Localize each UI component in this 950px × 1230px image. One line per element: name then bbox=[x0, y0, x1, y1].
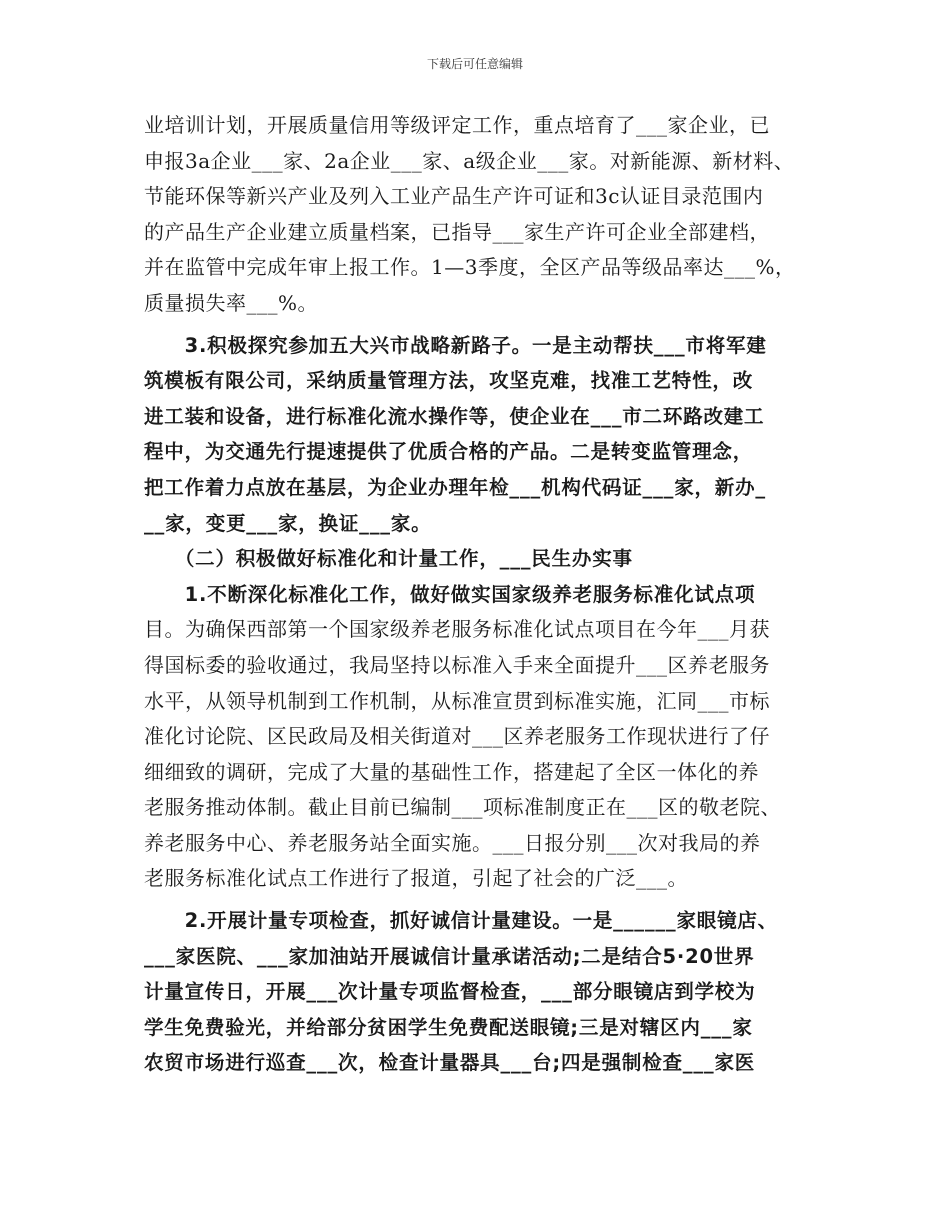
text-line: 节能环保等新兴产业及列入工业产品生产许可证和3c认证目录范围内 bbox=[144, 184, 764, 209]
text-line: 申报3a企业___家、2a企业___家、a级企业___家。对新能源、新材料、 bbox=[144, 148, 795, 173]
text-line: 并在监管中完成年审上报工作。1—3季度，全区产品等级品率达___%， bbox=[144, 255, 796, 280]
text-line: 业培训计划，开展质量信用等级评定工作，重点培育了___家企业，已 bbox=[144, 113, 770, 137]
bold-text-line: 筑模板有限公司，采纳质量管理方法，攻坚克难，找准工艺特性，改 bbox=[144, 369, 754, 393]
bold-text-line: 农贸市场进行巡查___次，检查计量器具___台;四是强制检查___家医 bbox=[144, 1051, 756, 1075]
bold-text-line: 程中，为交通先行提速提供了优质合格的产品。二是转变监管理念， bbox=[144, 440, 754, 464]
text-line: 老服务标准化试点工作进行了报道，引起了社会的广泛___。 bbox=[144, 866, 688, 891]
text-line: 的产品生产企业建立质量档案，已指导___家生产许可企业全部建档， bbox=[144, 219, 770, 244]
text-line: 老服务推动体制。截止目前已编制___项标准制度正在___区的敬老院、 bbox=[144, 795, 781, 820]
bold-text-line: 进工装和设备，进行标准化流水操作等，使企业在___市二环路改建工 bbox=[144, 404, 765, 428]
subsection-heading: （二）积极做好标准化和计量工作，___民生办实事 bbox=[144, 547, 633, 571]
bold-text-line: __家，变更___家，换证___家。 bbox=[144, 511, 432, 535]
section-heading-line: 3.积极探究参加五大兴市战略新路子。一是主动帮扶___市将军建 bbox=[144, 333, 767, 357]
bold-text-line: 计量宣传日，开展___次计量专项监督检查，___部分眼镜店到学校为 bbox=[144, 980, 756, 1004]
section-heading-line: 2.开展计量专项检查，抓好诚信计量建设。一是______家眼镜店、 bbox=[144, 909, 778, 933]
text-line: 细细致的调研，完成了大量的基础性工作，搭建起了全区一体化的养 bbox=[144, 759, 759, 784]
text-line: 养老服务中心、养老服务站全面实施。___日报分别___次对我局的养 bbox=[144, 830, 761, 855]
page-header: 下载后可任意编辑 bbox=[426, 57, 523, 71]
bold-text-line: 把工作着力点放在基层，为企业办理年检___机构代码证___家，新办_ bbox=[144, 475, 766, 499]
section-heading-line: 1.不断深化标准化工作，做好做实国家级养老服务标准化试点项 bbox=[144, 582, 756, 606]
text-line: 水平，从领导机制到工作机制，从标准宣贯到标准实施，汇同___市标 bbox=[144, 688, 770, 713]
text-line: 目。为确保西部第一个国家级养老服务标准化试点项目在今年___月获 bbox=[144, 617, 770, 642]
bold-text-line: ___家医院、___家加油站开展诚信计量承诺活动;二是结合5·20世界 bbox=[144, 944, 755, 968]
bold-text-line: 学生免费验光，并给部分贫困学生免费配送眼镜;三是对辖区内___家 bbox=[144, 1015, 753, 1039]
text-line: 准化讨论院、区民政局及相关街道对___区养老服务工作现状进行了仔 bbox=[144, 724, 770, 749]
text-line: 得国标委的验收通过，我局坚持以标准入手来全面提升___区养老服务 bbox=[144, 652, 770, 677]
document-body bbox=[144, 108, 808, 1081]
text-line: 质量损失率___%。 bbox=[144, 290, 319, 315]
